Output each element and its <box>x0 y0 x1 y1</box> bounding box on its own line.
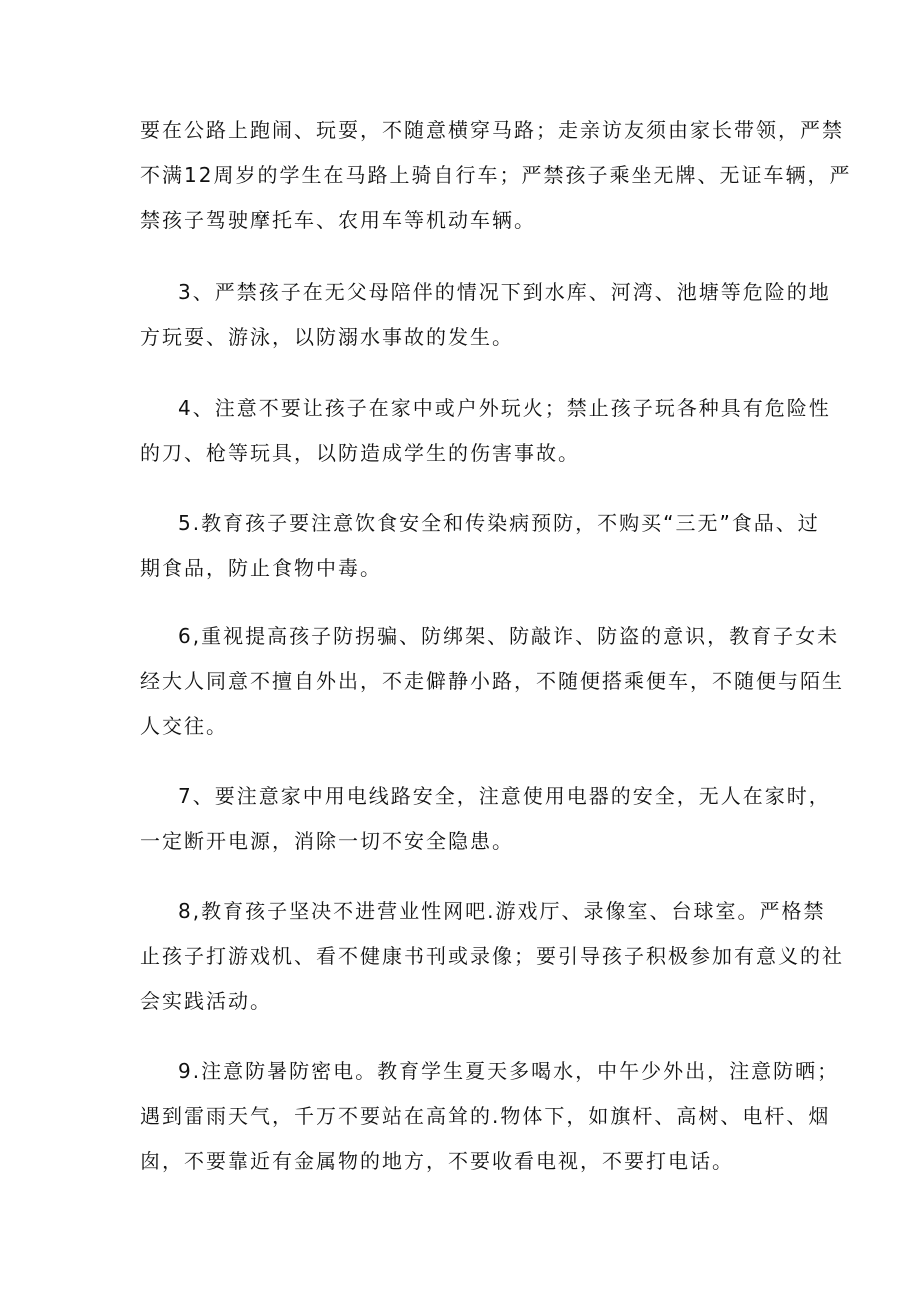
text-line: 遇到雷雨天气，千万不要站在高耸的.物体下，如旗杆、高树、电杆、烟 <box>140 1104 831 1128</box>
text-line: 9.注意防暑防密电。教育学生夏天多喝水，中午少外出，注意防晒； <box>178 1059 840 1083</box>
text-line: 6,重视提高孩子防拐骗、防绑架、防敲诈、防盗的意识，教育子女未 <box>178 624 840 648</box>
text-line: 囱，不要靠近有金属物的地方，不要收看电视，不要打电话。 <box>140 1149 734 1173</box>
text-line: 期食品，防止食物中毒。 <box>140 556 382 580</box>
text-line: 要在公路上跑闹、玩耍，不随意横穿马路；走亲访友须由家长带领，严禁 <box>140 118 844 142</box>
paragraph-8 <box>140 889 844 1024</box>
text-line: 3、严禁孩子在无父母陪伴的情况下到水库、河湾、池塘等危险的地 <box>178 280 831 304</box>
paragraph-5 <box>140 501 820 591</box>
text-line: 经大人同意不擅自外出，不走僻静小路，不随便搭乘便车，不随便与陌生 <box>140 669 844 693</box>
text-line: 4、注意不要让孩子在家中或户外玩火；禁止孩子玩各种具有危险性 <box>178 396 831 420</box>
text-line: 止孩子打游戏机、看不健康书刊或录像；要引导孩子积极参加有意义的社 <box>140 944 844 968</box>
text-line: 会实践活动。 <box>140 989 272 1013</box>
text-line: 不满12周岁的学生在马路上骑自行车；严禁孩子乘坐无牌、无证车辆，严 <box>140 163 852 187</box>
text-line: 一定断开电源，消除一切不安全隐患。 <box>140 829 514 853</box>
text-line: 的刀、枪等玩具，以防造成学生的伤害事故。 <box>140 441 580 465</box>
paragraph-7 <box>140 774 831 864</box>
paragraph-9 <box>140 1049 840 1184</box>
text-line: 禁孩子驾驶摩托车、农用车等机动车辆。 <box>140 208 536 232</box>
text-line: 7、要注意家中用电线路安全，注意使用电器的安全，无人在家时， <box>178 784 831 808</box>
text-line: 人交往。 <box>140 714 228 738</box>
paragraph-6 <box>140 614 844 749</box>
paragraph-2-continuation <box>140 108 852 243</box>
text-line: 方玩耍、游泳，以防溺水事故的发生。 <box>140 325 514 349</box>
text-line: 5.教育孩子要注意饮食安全和传染病预防，不购买“三无”食品、过 <box>178 511 820 535</box>
text-line: 8,教育孩子坚决不进营业性网吧.游戏厅、录像室、台球室。严格禁 <box>178 899 826 923</box>
paragraph-4 <box>140 386 831 476</box>
paragraph-3 <box>140 270 831 360</box>
